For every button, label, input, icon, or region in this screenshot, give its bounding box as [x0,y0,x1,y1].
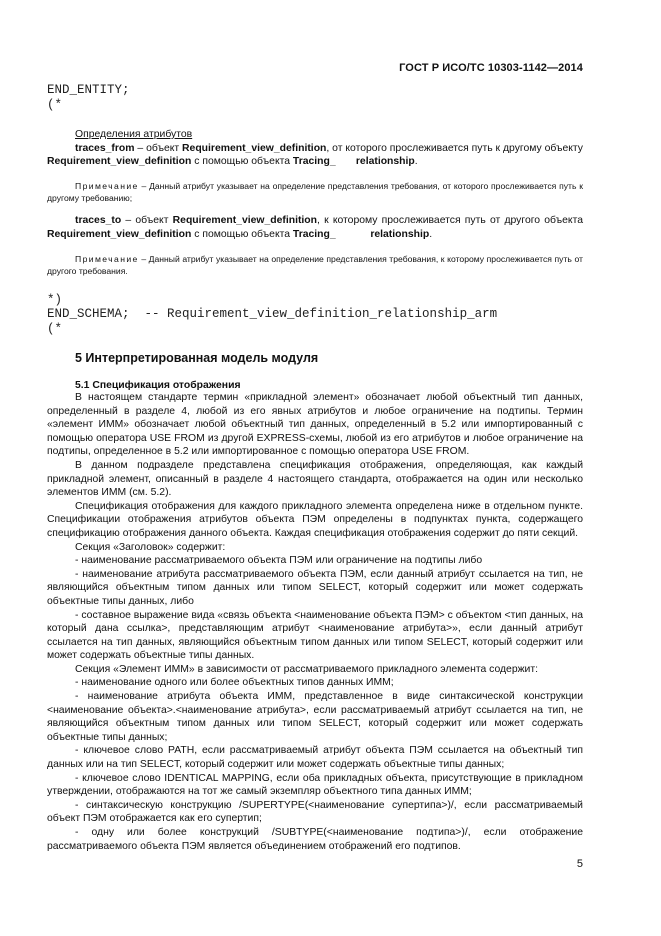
page-number: 5 [576,858,583,870]
section-5-title: 5 Интерпретированная модель модуля [75,351,319,365]
list-item: - одну или более конструкций /SUBTYPE(<наименование подтипа>)/, если отображение рассматриваемого объекта ПЭМ является объединением отображений его подтипов. [47,827,583,852]
list-item: - составное выражение вида «связь объекта <наименование объекта ПЭМ> с объектом <тип данных, на который дана ссылка>, представляющим атрибут <наименование атрибута>», если данный атрибут ссылается на тип данных, являющийся объектным типом данных или типом SELECT, который содержит или может содержать объектные типы данных. [47,609,583,662]
list-item: - наименование рассматриваемого объекта ПЭМ или ограничение на подтипы либо [75,555,483,567]
end-entity-code: END_ENTITY; [47,83,130,97]
paragraph: В данном подразделе представлена спецификация отображения, определяющая, как каждый прикладной элемент, описанный в разделе 4 настоящего стандарта, отображается на один или несколько элементов ИММ (см. 5.2). [47,459,583,499]
comment-open-code-2: (* [47,322,63,336]
paragraph: Секция «Заголовок» содержит: [75,541,226,553]
list-item: - наименование атрибута объекта ИММ, представленное в виде синтаксической конструкции <наименование объекта>.<наименование атрибута>, если рассматриваемый атрибут ссылается на тип, не являющийся объектным типом данных или типом SELECT, который содержит или может содержать объектные типы данных; [47,691,583,743]
list-item: - наименование атрибута рассматриваемого объекта ПЭМ, если данный атрибут ссылается на тип, не являющийся объектным типом данных или типом SELECT, который содержит или может содержать объектные типы данных, либо [47,568,583,607]
comment-open-code: (* [47,98,63,112]
traces-from-definition: traces_from – объект Requirement_view_definition, от которого прослеживается путь к другому объекту Requirement_view_definition с помощью объекта Tracing_ relationship. [47,142,583,168]
attributes-heading: Определения атрибутов [75,129,193,140]
list-item: - синтаксическую конструкцию /SUPERTYPE(<наименование супертипа>)/, если рассматриваемый объект ПЭМ отображается как его супертип; [47,799,583,825]
section-5 [47,351,583,365]
end-schema-code: END_SCHEMA; -- Requirement_view_definition_relationship_arm [47,307,498,321]
attribute-definitions [47,128,583,169]
paragraph: Секция «Элемент ИММ» в зависимости от рассматриваемого прикладного элемента содержит: [75,663,539,675]
subsection-5-1-title: 5.1 Спецификация отображения [75,380,241,391]
list-item: - ключевое слово IDENTICAL MAPPING, если оба прикладных объекта, присутствующие в прикладном утверждении, отображаются на тот же самый экземпляр объектного типа данных ИММ; [47,772,583,798]
list-item: - ключевое слово PATH, если рассматриваемый атрибут объекта ПЭМ ссылается на объектный тип данных или на тип SELECT, который содержит или может содержать объектные типы данных; [47,745,583,771]
traces-to-definition: traces_to – объект Requirement_view_definition, к которому прослеживается путь от другого объекта Requirement_view_definition с помощью объекта Tracing_ relationship. [47,215,583,240]
list-item: - наименование одного или более объектных типов данных ИММ; [75,677,394,689]
note-2: Примечание – Данный атрибут указывает на определение представления требования, к которому прослеживается путь от другого требования. [47,254,583,276]
note-1: Примечание – Данный атрибут указывает на определение представления требования, от которого прослеживается путь к другому требованию; [47,181,583,203]
comment-close-code: *) [47,293,63,307]
standard-header: ГОСТ Р ИСО/ТС 10303-1142—2014 [399,62,583,74]
paragraph: Спецификация отображения для каждого прикладного элемента определена ниже в отдельном пункте. Спецификации отображения атрибутов объекта ПЭМ определены в подпунктах пункта, содержащего спецификацию отображения данного объекта. Каждая спецификация отображения содержит до пяти секций. [47,500,583,539]
section-5-1 [47,380,583,853]
paragraph: В настоящем стандарте термин «прикладной элемент» обозначает любой объектный тип данных, определенный в разделе 4, любой из его явных атрибутов и любое ограничение на подтипы. Термин «элемент ИММ» обозначает любой объектный тип данных, определенный в 5.2 или импортированный с помощью оператора USE FROM из другой EXPRESS-схемы, любой из его атрибутов и любое ограничение на подтипы, определенное в 5.2 или импортированное с помощью оператора USE FROM. [47,392,583,458]
